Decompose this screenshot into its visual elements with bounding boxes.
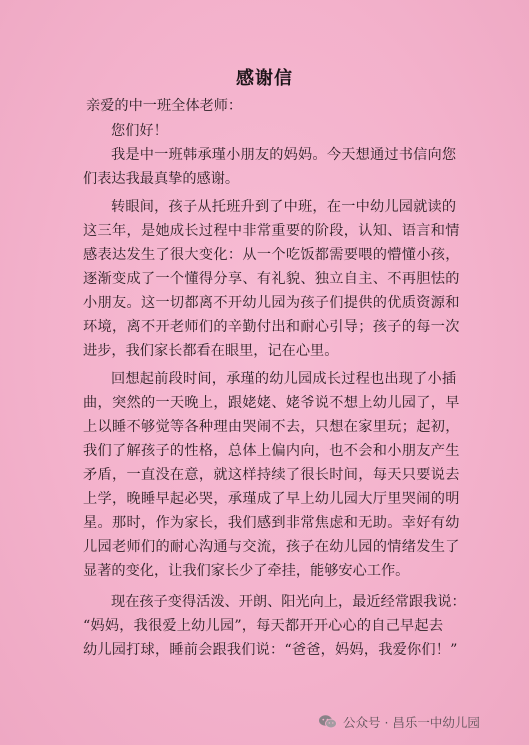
letter-line: 感表达发生了很大变化：从一个吃饭都需要喂的懵懂小孩， — [83, 247, 460, 263]
letter-greeting: 您们好！ — [111, 123, 168, 139]
letter-line: “妈妈，我很爱上幼儿园”，每天都开开心心的自己早起去 — [83, 618, 444, 634]
letter-line: 这三年，是她成长过程中非常重要的阶段，认知、语言和情 — [83, 223, 460, 239]
letter-line: 上以睡不够觉等各种理由哭闹不去，只想在家里玩；起初， — [83, 419, 460, 435]
letter-line: 我们了解孩子的性格，总体上偏内向，也不会和小朋友产生 — [83, 443, 460, 459]
letter-line: 显著的变化，让我们家长少了牵挂，能够安心工作。 — [83, 563, 410, 579]
letter-line: 转眼间，孩子从托班升到了中班，在一中幼儿园就读的 — [111, 199, 457, 215]
letter-line: 小朋友。这一切都离不开幼儿园为孩子们提供的优质资源和 — [83, 295, 460, 311]
letter-line: 矛盾，一直没在意，就这样持续了很长时间，每天只要说去 — [83, 467, 460, 483]
letter-line: 环境，离不开老师们的辛勤付出和耐心引导；孩子的每一次 — [83, 319, 460, 335]
letter-line: 我是中一班韩承瑾小朋友的妈妈。今天想通过书信向您 — [111, 147, 457, 163]
letter-line: 进步，我们家长都看在眼里，记在心里。 — [83, 343, 339, 359]
letter-line: 幼儿园打球，睡前会跟我们说：“爸爸，妈妈，我爱你们！” — [83, 642, 458, 658]
letter-line: 曲，突然的一天晚上，跟姥姥、姥爷说不想上幼儿园了，早 — [83, 395, 460, 411]
watermark-text: 公众号 · 昌乐一中幼儿园 — [343, 715, 480, 730]
letter-title: 感谢信 — [236, 68, 293, 89]
letter-salutation: 亲爱的中一班全体老师： — [86, 98, 243, 114]
letter-line: 们表达我最真挚的感谢。 — [83, 171, 240, 187]
letter-line: 逐渐变成了一个懂得分享、有礼貌、独立自主、不再胆怯的 — [83, 271, 460, 287]
letter-line: 上学，晚睡早起必哭，承瑾成了早上幼儿园大厅里哭闹的明 — [83, 491, 460, 507]
letter-line: 回想起前段时间，承瑾的幼儿园成长过程也出现了小插 — [111, 371, 457, 387]
letter-line: 儿园老师们的耐心沟通与交流，孩子在幼儿园的情绪发生了 — [83, 539, 460, 555]
letter-line: 星。那时，作为家长，我们感到非常焦虑和无助。幸好有幼 — [83, 515, 460, 531]
wechat-icon — [318, 714, 338, 730]
wechat-watermark — [318, 712, 480, 732]
letter-line: 现在孩子变得活泼、开朗、阳光向上，最近经常跟我说： — [111, 594, 466, 610]
